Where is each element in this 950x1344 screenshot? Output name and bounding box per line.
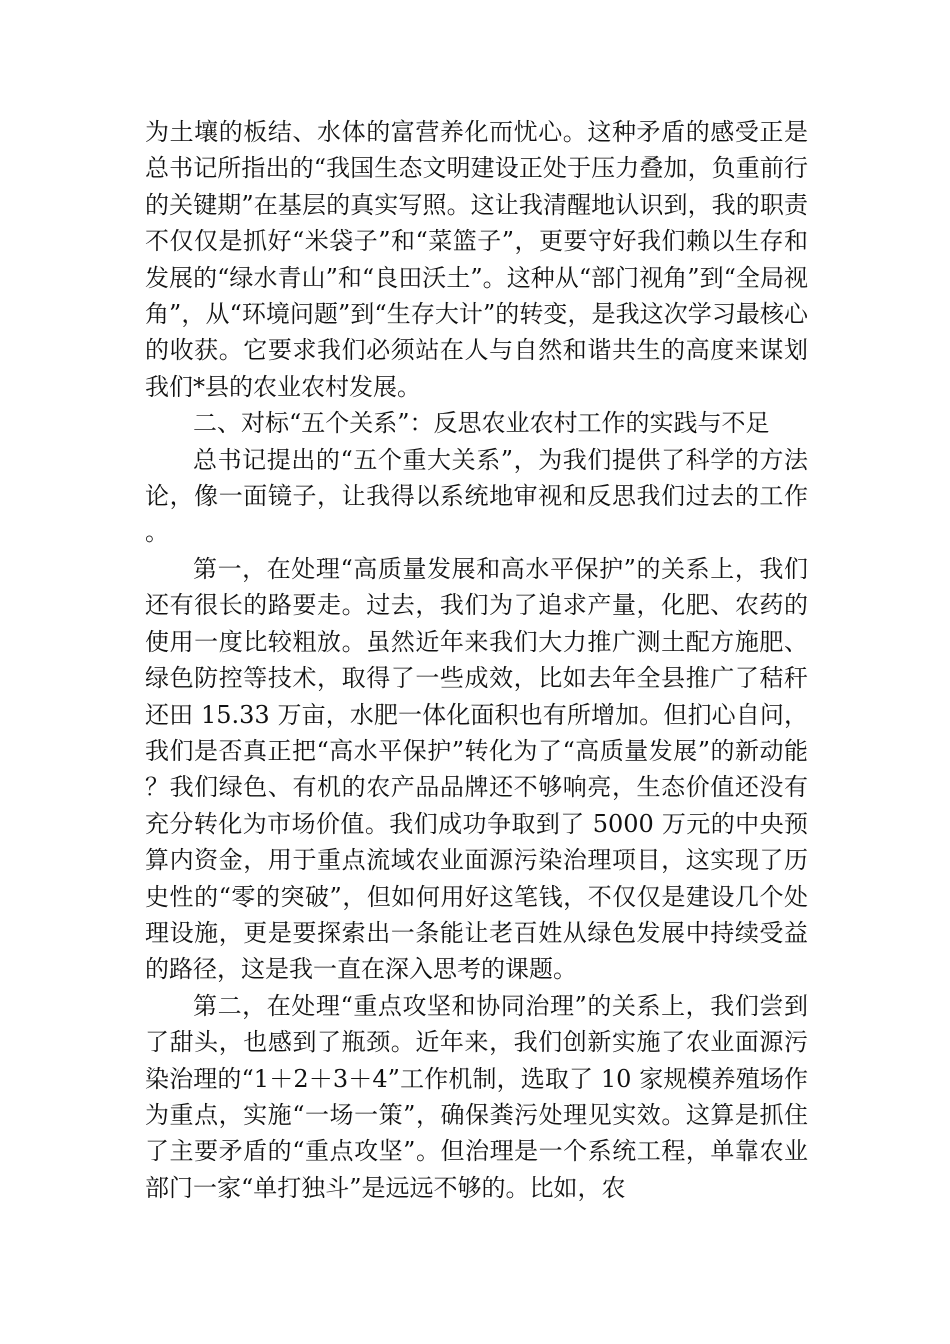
paragraph-methodology: 总书记提出的“五个重大关系”，为我们提供了科学的方法论，像一面镜子，让我得以系统地审视和反思我们过去的工作。 [145, 445, 808, 547]
document-page [145, 114, 808, 1206]
paragraph-intro-continuation: 为土壤的板结、水体的富营养化而忧心。这种矛盾的感受正是总书记所指出的“我国生态文明建设正处于压力叠加，负重前行的关键期”在基层的真实写照。这让我清醒地认识到，我的职责不仅仅是抓好“米袋子”和“菜篮子”，更要守好我们赖以生存和发展的“绿水青山”和“良田沃土”。这种从“部门视角”到“全局视角”，从“环境问题”到“生存大计”的转变，是我这次学习最核心的收获。它要求我们必须站在人与自然和谐共生的高度来谋划我们*县的农业农村发展。 [145, 118, 808, 401]
section-heading-five-relations: 二、对标“五个关系”：反思农业农村工作的实践与不足 [193, 409, 770, 438]
paragraph-first-relation: 第一，在处理“高质量发展和高水平保护”的关系上，我们还有很长的路要走。过去，我们为了追求产量，化肥、农药的使用一度比较粗放。虽然近年来我们大力推广测土配方施肥、绿色防控等技术，取得了一些成效，比如去年全县推广了秸秆还田 15.33 万亩，水肥一体化面积也有所增加。但扪心自问，我们是否真正把“高水平保护”转化为了“高质量发展”的新动能？我们绿色、有机的农产品品牌还不够响亮，生态价值还没有充分转化为市场价值。我们成功争取到了 5000 万元的中央预算内资金，用于重点流域农业面源污染治理项目，这实现了历史性的“零的突破”，但如何用好这笔钱，不仅仅是建设几个处理设施，更是要探索出一条能让老百姓从绿色发展中持续受益的路径，这是我一直在深入思考的课题。 [145, 554, 808, 984]
paragraph-second-relation: 第二，在处理“重点攻坚和协同治理”的关系上，我们尝到了甜头，也感到了瓶颈。近年来，我们创新实施了农业面源污染治理的“1＋2＋3＋4”工作机制，选取了 10 家规模养殖场作为重点，实施“一场一策”，确保粪污处理见实效。这算是抓住了主要矛盾的“重点攻坚”。但治理是一个系统工程，单靠农业部门一家“单打独斗”是远远不够的。比如，农 [145, 991, 808, 1202]
